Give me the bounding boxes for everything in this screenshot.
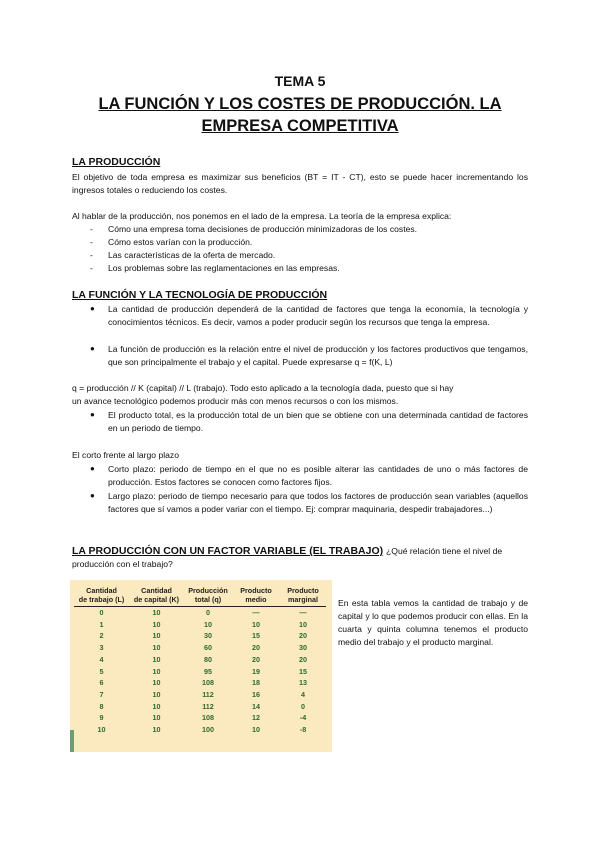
header-line: Cantidad [86, 586, 117, 595]
table-cell: 10 [97, 725, 106, 735]
table-cell: 112 [202, 689, 214, 699]
table-cell: 10 [152, 678, 161, 688]
table-cell: 30 [204, 631, 212, 641]
table-cell: -8 [299, 725, 307, 735]
table-cell: 10 [152, 643, 161, 653]
table-cell: 10 [152, 619, 161, 629]
table-cell: 30 [299, 643, 307, 653]
table-cell: 10 [152, 701, 161, 711]
table-cell: 60 [204, 643, 212, 653]
table-cell: 13 [299, 678, 307, 688]
table-cell: 10 [152, 689, 161, 699]
table-row [74, 689, 326, 701]
header-line: medio [245, 595, 267, 604]
table-cell: 10 [152, 666, 161, 676]
table-cell: 112 [202, 701, 214, 711]
table-cell: 10 [252, 619, 260, 629]
table-cell: -4 [299, 713, 307, 723]
header-line: Producto [240, 586, 272, 595]
bullet-text-total-product: El producto total, es la producción total de un bien que se obtiene con una determinada cantidad de factores en un periodo de tiempo. [108, 410, 528, 433]
table-body [74, 607, 326, 736]
table-cell: 19 [252, 666, 260, 676]
list-item: Las características de la oferta de mercado. [108, 250, 276, 260]
topic-number: TEMA 5 [274, 73, 326, 89]
table-cell: 0 [206, 608, 210, 617]
table-cell: 10 [152, 713, 161, 723]
list-item: Cómo una empresa toma decisiones de producción minimizadoras de los costes. [108, 224, 418, 234]
table-cell: 16 [252, 689, 260, 699]
table-cell: 10 [152, 725, 161, 735]
header-line: Producción [188, 586, 228, 595]
section-heading-variable-factor [72, 545, 502, 557]
table-row [74, 630, 326, 642]
bullet-marker: ● [90, 410, 95, 419]
dash-marker: - [90, 250, 93, 260]
table-cell: 100 [202, 725, 214, 735]
subheading-short-long-run: El corto frente al largo plazo [72, 450, 180, 460]
table-cell: 20 [252, 643, 260, 653]
column-header-capital [129, 584, 184, 607]
table-row [74, 712, 326, 724]
table-cell: 10 [152, 608, 161, 617]
table-cell: — [299, 608, 307, 617]
table-cell: 108 [202, 713, 214, 723]
column-header-average-product [232, 584, 280, 607]
paragraph-theory-intro: Al hablar de la producción, nos ponemos en el lado de la empresa. La teoría de la empresa explica: [72, 211, 452, 221]
section-question: ¿Qué relación tiene el nivel de [386, 546, 503, 556]
table-cell: 5 [99, 666, 104, 676]
table-row [74, 607, 326, 619]
table-cell: 8 [99, 701, 104, 711]
list-item: Los problemas sobre las reglamentaciones en las empresas. [108, 263, 340, 273]
table-explanation: En esta tabla vemos la cantidad de trabajo y de capital y lo que podemos producir con ellas. En la cuarta y quinta columna tenemos el producto medio del trabajo y el producto marginal. [338, 598, 528, 647]
table-cell: 15 [252, 631, 260, 641]
bullet-marker: ● [90, 464, 95, 473]
section-heading-text: LA PRODUCCIÓN CON UN FACTOR VARIABLE (EL TRABAJO) [72, 545, 384, 557]
table-cell: 3 [99, 643, 104, 653]
table-cell: 4 [99, 654, 104, 664]
production-table [74, 584, 326, 736]
table-cell: 10 [204, 619, 212, 629]
formula-line: q = producción // K (capital) // L (trabajo). Todo esto aplicado a la tecnología dada, puesto que si hay [72, 383, 454, 393]
header-line: total (q) [194, 595, 222, 604]
table-cell: 95 [204, 666, 212, 676]
section-question-continued: producción con el trabajo? [72, 559, 173, 569]
column-header-labor [74, 584, 129, 607]
table-cell: 2 [99, 631, 104, 641]
table-cell: 80 [204, 654, 212, 664]
production-table-image [70, 580, 332, 752]
table-row [74, 642, 326, 654]
table-row [74, 654, 326, 666]
dash-marker: - [90, 224, 93, 234]
table-row [74, 724, 326, 736]
table-cell: 4 [301, 689, 305, 699]
table-cell: 18 [252, 678, 260, 688]
table-cell: 7 [99, 689, 104, 699]
table-cell: 9 [99, 713, 104, 723]
header-line: de trabajo (L) [78, 595, 125, 604]
table-cell: 1 [99, 619, 104, 629]
document-title: LA FUNCIÓN Y LOS COSTES DE PRODUCCIÓN. LA EMPRESA COMPETITIVA [98, 95, 502, 135]
table-cell: 108 [202, 678, 214, 688]
section-heading-function: LA FUNCIÓN Y LA TECNOLOGÍA DE PRODUCCIÓN [72, 289, 328, 301]
table-cell: 20 [299, 654, 307, 664]
table-cell: 20 [299, 631, 307, 641]
table-row [74, 701, 326, 713]
table-cell: 0 [301, 701, 305, 711]
header-line: Cantidad [141, 586, 172, 595]
dash-marker: - [90, 237, 93, 247]
bullet-text-long-run: Largo plazo: periodo de tiempo necesario para que todos los factores de producción sean variables (aquellos factores que sí vamos a poder variar con el tiempo. Ej: comprar maquinaria, despedir trabajadores...) [108, 491, 528, 514]
bullet-text-short-run: Corto plazo: periodo de tiempo en el que no es posible alterar las cantidades de uno o más factores de producción. Estos factores se conocen como factores fijos. [108, 464, 528, 487]
table-cell: 10 [152, 654, 161, 664]
paragraph-objective: El objetivo de toda empresa es maximizar sus beneficios (BT = IT - CT), esto se puede hacer incrementando los ingresos totales o reduciendo los costes. [72, 172, 528, 195]
bullet-text-function: La función de producción es la relación entre el nivel de producción y los factores productivos que tengamos, que son principalmente el trabajo y el capital. Puede expresarse q = f(K, L) [108, 344, 528, 367]
formula-line-continued: un avance tecnológico podemos producir más con menos recursos o con los mismos. [72, 396, 399, 406]
bullet-text-quantity: La cantidad de producción dependerá de la cantidad de factores que tenga la economía, la tecnología y conocimientos técnicos. Es decir, vamos a poder producir según los recursos que tenga la empresa. [108, 304, 528, 327]
table-cell: 10 [252, 725, 260, 735]
dash-marker: - [90, 263, 93, 273]
table-row [74, 619, 326, 631]
column-header-total-output [184, 584, 232, 607]
table-cell: 20 [252, 654, 260, 664]
header-line: Producto [287, 586, 319, 595]
table-row [74, 677, 326, 689]
table-cell: 10 [299, 619, 307, 629]
table-cell: 12 [252, 713, 260, 723]
bullet-marker: ● [90, 344, 95, 353]
bullet-marker: ● [90, 491, 95, 500]
table-cell: 10 [152, 631, 161, 641]
list-item: Cómo estos varían con la producción. [108, 237, 253, 247]
header-line: de capital (K) [133, 595, 180, 604]
section-heading-production: LA PRODUCCIÓN [72, 156, 161, 168]
table-cell: 0 [99, 608, 104, 617]
table-cell: 15 [299, 666, 307, 676]
table-cell: — [252, 608, 260, 617]
table-row [74, 666, 326, 678]
table-header-row [74, 584, 326, 607]
column-header-marginal-product [280, 584, 326, 607]
table-cell: 6 [99, 678, 104, 688]
bullet-marker: ● [90, 304, 95, 313]
table-cell: 14 [252, 701, 260, 711]
header-line: marginal [288, 595, 318, 604]
